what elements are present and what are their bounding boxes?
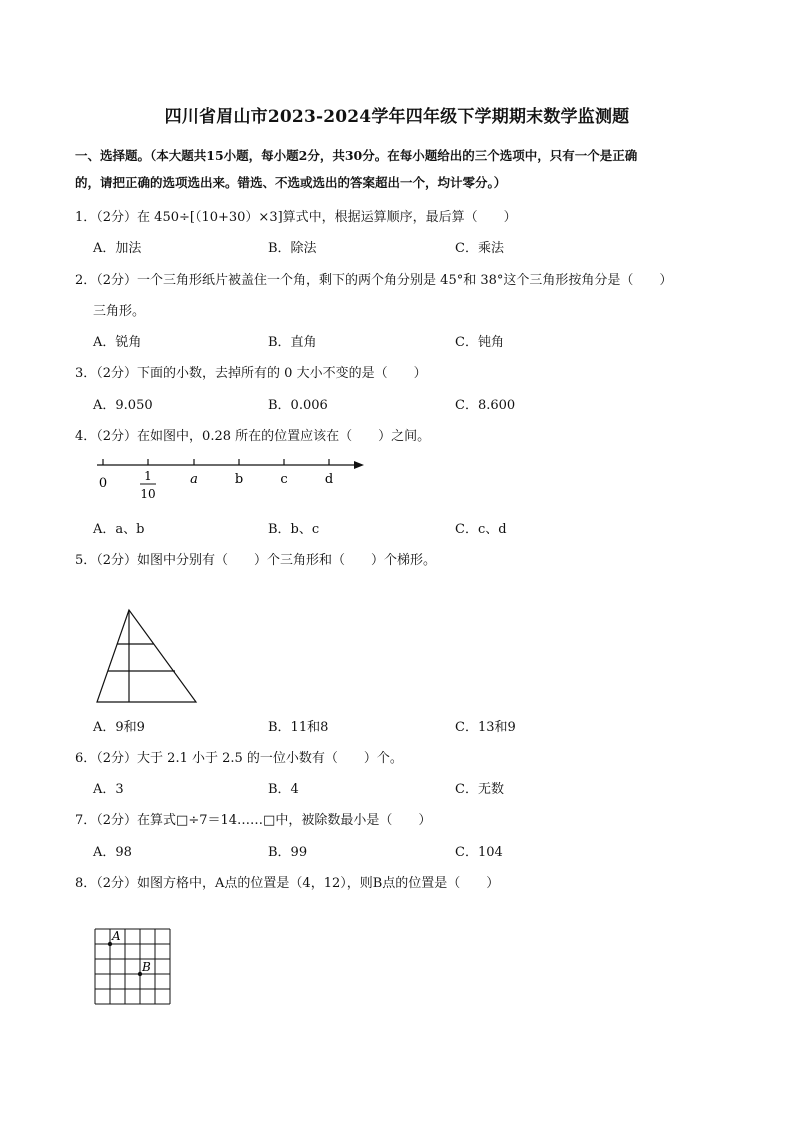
section-instructions (75, 142, 725, 196)
page-title: 四川省眉山市2023-2024学年四年级下学期期末数学监测题 (164, 107, 630, 127)
label-point-a: A (112, 929, 121, 943)
option-2c[interactable]: C．钝角 (455, 335, 504, 350)
option-1b[interactable]: B．除法 (268, 241, 317, 256)
label-0: 0 (98, 476, 108, 491)
option-7c[interactable]: C．104 (455, 845, 503, 860)
label-c: c (280, 472, 288, 487)
option-5b[interactable]: B．11和8 (268, 720, 329, 735)
option-1c[interactable]: C．乘法 (455, 241, 504, 256)
option-1a[interactable]: A．加法 (93, 241, 142, 256)
option-2a[interactable]: A．锐角 (93, 335, 142, 350)
option-7b[interactable]: B．99 (268, 845, 308, 860)
label-b: b (234, 472, 244, 487)
triangle-figure (92, 605, 202, 705)
option-2b[interactable]: B．直角 (268, 335, 317, 350)
option-3c[interactable]: C．8.600 (455, 398, 516, 413)
option-4c[interactable]: C．c、d (455, 522, 507, 537)
section-line-1: 一、选择题。（本大题共15小题，每小题2分，共30分。在每小题给出的三个选项中，只有一个是正确 (75, 148, 638, 163)
question-2-continuation: 三角形。 (93, 304, 146, 319)
number-line-figure (90, 452, 380, 508)
section-line-2: 的，请把正确的选项选出来。错选、不选或选出的答案超出一个，均计零分。） (75, 175, 507, 190)
label-denominator: 10 (140, 487, 156, 501)
outer-triangle (97, 610, 196, 702)
option-6b[interactable]: B．4 (268, 782, 299, 797)
question-1: 1．（2分）在 450÷[（10+30）×3]算式中，根据运算顺序，最后算（ ） (75, 210, 517, 225)
question-4: 4．（2分）在如图中，0.28 所在的位置应该在（ ）之间。 (75, 429, 431, 444)
option-6a[interactable]: A．3 (93, 782, 124, 797)
question-7: 7．（2分）在算式□÷7＝14……□中，被除数最小是（ ） (75, 813, 432, 828)
question-8: 8．（2分）如图方格中，A点的位置是（4，12），则B点的位置是（ ） (75, 876, 500, 891)
question-3: 3．（2分）下面的小数，去掉所有的 0 大小不变的是（ ） (75, 366, 427, 381)
question-5: 5．（2分）如图中分别有（ ）个三角形和（ ）个梯形。 (75, 553, 437, 568)
label-a: a (190, 472, 198, 487)
number-line-arrow (354, 461, 364, 469)
label-numerator: 1 (144, 469, 152, 483)
label-d: d (324, 472, 334, 487)
option-3b[interactable]: B．0.006 (268, 398, 328, 413)
option-3a[interactable]: A．9.050 (93, 398, 153, 413)
option-4b[interactable]: B．b、c (268, 522, 320, 537)
option-7a[interactable]: A．98 (93, 845, 132, 860)
grid-figure (90, 924, 176, 1010)
question-6: 6．（2分）大于 2.1 小于 2.5 的一位小数有（ ）个。 (75, 751, 403, 766)
question-2: 2．（2分）一个三角形纸片被盖住一个角，剩下的两个角分别是 45°和 38°这个三角形按角分是（ ） (75, 273, 673, 288)
option-6c[interactable]: C．无数 (455, 782, 504, 797)
option-5c[interactable]: C．13和9 (455, 720, 516, 735)
option-5a[interactable]: A．9和9 (93, 720, 145, 735)
option-4a[interactable]: A．a、b (93, 522, 145, 537)
label-point-b: B (142, 960, 151, 974)
